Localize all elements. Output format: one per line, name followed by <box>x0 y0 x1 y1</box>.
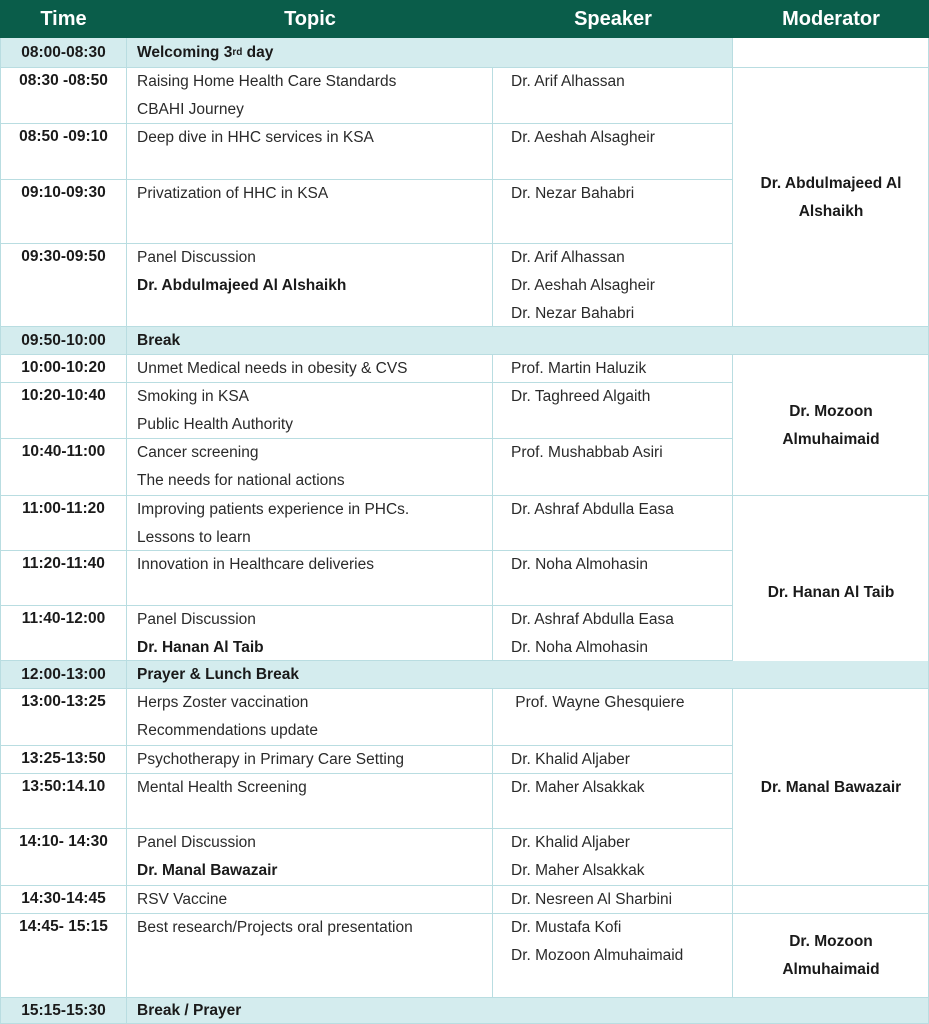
header-speaker: Speaker <box>493 0 733 38</box>
grid-hline <box>0 326 929 327</box>
grid-vline <box>732 829 733 886</box>
grid-vline <box>492 180 493 244</box>
grid-vline <box>492 914 493 998</box>
speaker-name: Dr. Noha Almohasin <box>511 556 648 573</box>
topic-line: The needs for national actions <box>137 472 345 489</box>
break-time: 12:00-13:00 <box>21 666 106 683</box>
break-time: 09:50-10:00 <box>21 332 106 349</box>
session-time: 13:50:14.10 <box>21 778 106 795</box>
grid-vline <box>732 496 733 551</box>
topic-line: Lessons to learn <box>137 529 251 546</box>
moderator-line: Dr. Manal Bawazair <box>760 778 902 796</box>
grid-vline <box>126 38 127 1024</box>
session-topic <box>127 685 493 742</box>
moderator-line: Almuhaimaid <box>782 961 880 978</box>
session-topic <box>127 176 493 240</box>
grid-hline <box>0 773 733 774</box>
grid-vline <box>492 551 493 606</box>
moderator-line: Dr. Abdulmajeed Al <box>760 174 902 192</box>
grid-hline <box>0 885 929 886</box>
grid-vline <box>732 689 733 746</box>
session-topic <box>127 547 493 602</box>
moderator-blank <box>733 38 929 68</box>
moderator-line: Dr. Mozoon <box>789 402 873 420</box>
grid-vline <box>492 439 493 496</box>
grid-vline <box>492 886 493 914</box>
topic-line: Cancer screening <box>137 444 259 461</box>
grid-vline <box>732 606 733 661</box>
session-topic <box>127 882 493 910</box>
session-topic <box>127 492 493 547</box>
grid-hline <box>0 605 733 606</box>
grid-vline <box>732 439 733 496</box>
panel-chair: Dr. Abdulmajeed Al Alshaikh <box>137 277 347 294</box>
session-topic <box>127 825 493 882</box>
speaker-name: Dr. Maher Alsakkak <box>511 862 645 879</box>
grid-hline <box>0 828 733 829</box>
moderator-line: Dr. Mozoon <box>789 933 873 950</box>
session-speakers <box>493 64 733 120</box>
topic-line: Mental Health Screening <box>137 779 307 796</box>
topic-line: Unmet Medical needs in obesity & CVS <box>137 360 408 377</box>
session-speakers <box>493 882 733 910</box>
grid-hline <box>0 382 733 383</box>
grid-vline <box>732 383 733 439</box>
header-moderator: Moderator <box>733 0 929 38</box>
grid-vline <box>732 68 733 124</box>
break-title-text: Prayer & Lunch Break <box>137 666 299 683</box>
header-topic: Topic <box>127 0 493 38</box>
moderator-cell <box>733 689 929 886</box>
session-topic <box>127 435 493 492</box>
grid-vline <box>492 829 493 886</box>
break-title-text: Break / Prayer <box>137 1002 242 1019</box>
grid-vline <box>492 68 493 124</box>
speaker-name: Dr. Aeshah Alsagheir <box>511 129 655 146</box>
grid-vline <box>732 180 733 244</box>
moderator-cell <box>733 496 929 689</box>
session-topic <box>127 379 493 435</box>
break-title-tail: day <box>242 44 274 61</box>
session-time: 11:20-11:40 <box>22 555 105 572</box>
speaker-name: Dr. Ashraf Abdulla Easa <box>511 501 674 518</box>
grid-vline <box>732 886 733 914</box>
moderator-line: Alshaikh <box>798 202 864 220</box>
break-title <box>127 998 733 1024</box>
break-title-text: Welcoming 3 <box>137 44 233 61</box>
grid-vline <box>732 244 733 327</box>
speaker-name: Prof. Wayne Ghesquiere <box>511 694 685 711</box>
speaker-name: Dr. Arif Alhassan <box>511 249 625 266</box>
header-time: Time <box>0 0 127 38</box>
topic-line: Innovation in Healthcare deliveries <box>137 556 374 573</box>
grid-vline <box>0 38 1 1024</box>
grid-vline <box>732 124 733 180</box>
grid-hline <box>0 179 733 180</box>
grid-hline <box>0 913 929 914</box>
speaker-name: Dr. Mozoon Almuhaimaid <box>511 947 684 964</box>
grid-hline <box>0 660 733 661</box>
panel-chair: Dr. Hanan Al Taib <box>137 639 264 656</box>
break-title: Welcoming 3 rd day <box>137 44 274 61</box>
grid-vline <box>492 244 493 327</box>
topic-line: Psychotherapy in Primary Care Setting <box>137 751 405 768</box>
grid-vline <box>732 38 733 68</box>
speaker-name: Dr. Khalid Aljaber <box>511 834 630 851</box>
grid-hline <box>0 123 733 124</box>
speaker-name: Prof. Mushabbab Asiri <box>511 444 663 461</box>
topic-line: Panel Discussion <box>137 611 256 628</box>
grid-vline <box>732 914 733 998</box>
speaker-name: Dr. Noha Almohasin <box>511 639 648 656</box>
speaker-name: Dr. Arif Alhassan <box>511 73 625 90</box>
grid-hline <box>0 688 929 689</box>
session-speakers <box>493 492 733 547</box>
grid-vline <box>492 496 493 551</box>
topic-line: Improving patients experience in PHCs. <box>137 501 410 518</box>
session-topic <box>127 240 493 323</box>
topic-line: CBAHI Journey <box>137 101 244 118</box>
grid-vline <box>492 124 493 180</box>
session-topic <box>127 910 493 994</box>
grid-hline <box>0 354 929 355</box>
session-time: 09:30-09:50 <box>21 248 106 265</box>
speaker-name: Dr. Nesreen Al Sharbini <box>511 891 673 908</box>
moderator-line: Dr. Hanan Al Taib <box>767 583 895 601</box>
session-speakers <box>493 910 733 994</box>
session-speakers <box>493 547 733 602</box>
grid-hline <box>0 495 929 496</box>
session-speakers <box>493 176 733 240</box>
session-time: 11:00-11:20 <box>22 500 105 517</box>
session-time: 10:40-11:00 <box>21 443 106 460</box>
grid-hline <box>0 243 733 244</box>
speaker-name: Dr. Aeshah Alsagheir <box>511 277 655 294</box>
grid-vline <box>492 689 493 746</box>
session-speakers <box>493 825 733 882</box>
speaker-name: Dr. Nezar Bahabri <box>511 185 635 202</box>
speaker-name: Dr. Taghreed Algaith <box>511 388 651 405</box>
topic-line: Panel Discussion <box>137 834 256 851</box>
session-speakers <box>493 351 733 379</box>
grid-vline <box>492 746 493 774</box>
break-title-text: Break <box>137 332 181 349</box>
speaker-name: Dr. Nezar Bahabri <box>511 305 635 322</box>
session-time: 14:45- 15:15 <box>19 918 108 935</box>
grid-hline <box>0 438 733 439</box>
grid-vline <box>492 355 493 383</box>
moderator-cell <box>733 355 929 496</box>
session-time: 14:10- 14:30 <box>19 833 108 850</box>
session-speakers <box>493 120 733 176</box>
speaker-name: Dr. Khalid Aljaber <box>511 751 630 768</box>
topic-line: Raising Home Health Care Standards <box>137 73 397 90</box>
session-speakers <box>493 742 733 770</box>
grid-hline <box>0 67 929 68</box>
session-speakers <box>493 602 733 657</box>
session-time: 11:40-12:00 <box>21 610 106 627</box>
session-topic <box>127 64 493 120</box>
session-time: 10:00-10:20 <box>21 359 106 376</box>
session-speakers <box>493 240 733 323</box>
grid-hline <box>0 550 733 551</box>
session-speakers <box>493 435 733 492</box>
break-time: 08:00-08:30 <box>21 44 106 61</box>
topic-line: Privatization of HHC in KSA <box>137 185 329 202</box>
speaker-name: Prof. Martin Haluzik <box>511 360 647 377</box>
moderator-cell <box>733 68 929 327</box>
topic-line: Panel Discussion <box>137 249 256 266</box>
session-topic <box>127 742 493 770</box>
grid-hline <box>0 745 733 746</box>
session-topic <box>127 602 493 657</box>
speaker-name: Dr. Mustafa Kofi <box>511 919 622 936</box>
speaker-name: Dr. Maher Alsakkak <box>511 779 645 796</box>
session-time: 13:00-13:25 <box>21 693 106 710</box>
session-time: 08:30 -08:50 <box>19 72 108 89</box>
panel-chair: Dr. Manal Bawazair <box>137 862 278 879</box>
session-time: 10:20-10:40 <box>21 387 106 404</box>
grid-hline <box>0 997 929 998</box>
moderator-cell <box>733 914 929 998</box>
session-time: 09:10-09:30 <box>21 184 106 201</box>
topic-line: Public Health Authority <box>137 416 293 433</box>
grid-vline <box>732 551 733 606</box>
session-time: 14:30-14:45 <box>21 890 106 907</box>
topic-line: RSV Vaccine <box>137 891 228 908</box>
session-speakers <box>493 379 733 435</box>
break-time: 15:15-15:30 <box>21 1002 106 1019</box>
session-time: 13:25-13:50 <box>21 750 106 767</box>
session-speakers <box>493 685 733 742</box>
topic-line: Deep dive in HHC services in KSA <box>137 129 374 146</box>
speaker-name: Dr. Ashraf Abdulla Easa <box>511 611 674 628</box>
topic-line: Recommendations update <box>137 722 318 739</box>
session-topic <box>127 351 493 379</box>
grid-vline <box>492 606 493 661</box>
grid-vline <box>732 355 733 383</box>
topic-line: Best research/Projects oral presentation <box>137 919 413 936</box>
grid-vline <box>732 774 733 829</box>
topic-line: Herps Zoster vaccination <box>137 694 309 711</box>
grid-vline <box>492 383 493 439</box>
moderator-line: Almuhaimaid <box>782 430 880 448</box>
grid-vline <box>492 774 493 829</box>
grid-vline <box>732 746 733 774</box>
session-topic <box>127 120 493 176</box>
topic-line: Smoking in KSA <box>137 388 249 405</box>
session-topic <box>127 770 493 825</box>
session-speakers <box>493 770 733 825</box>
session-time: 08:50 -09:10 <box>19 128 108 145</box>
